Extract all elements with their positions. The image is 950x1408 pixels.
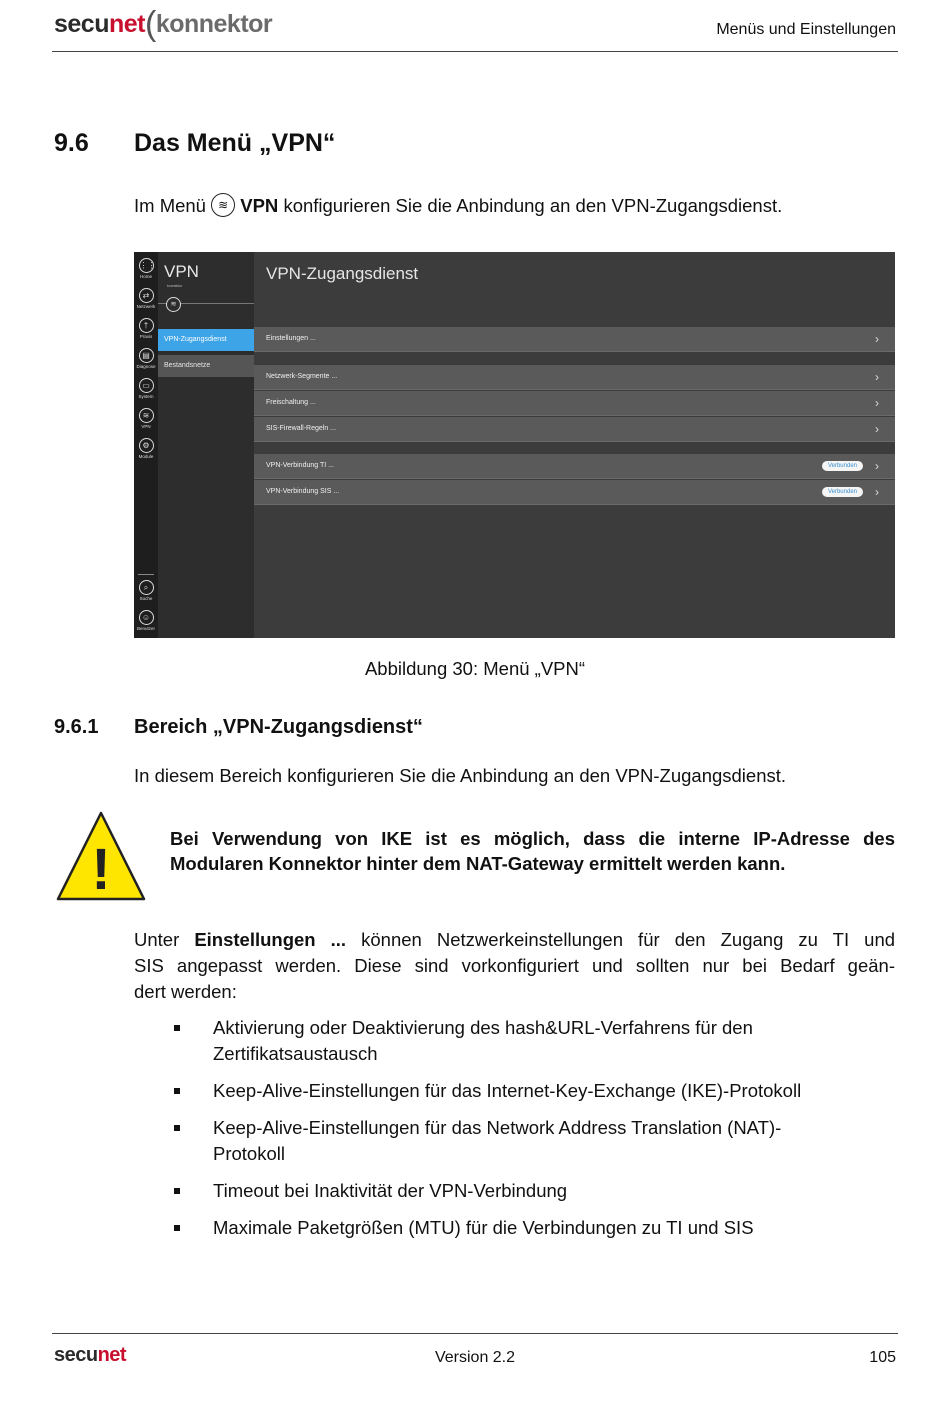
chevron-right-icon: › — [875, 332, 879, 346]
icon-rail — [134, 252, 158, 638]
rail-item-vpn[interactable] — [134, 408, 158, 429]
chevron-right-icon: › — [875, 459, 879, 473]
row-label: SIS-Firewall-Regeln ... — [266, 425, 337, 432]
row-label: VPN-Verbindung SIS ... — [266, 488, 340, 495]
rail-label: Home — [139, 274, 152, 279]
settings-row[interactable] — [254, 391, 895, 416]
rail-label: VPN — [141, 424, 151, 429]
footer-logo-net: net — [97, 1344, 127, 1366]
rail-label: Benutzer — [136, 626, 155, 631]
network-icon: ⇄ — [139, 288, 154, 303]
rail-item-home[interactable] — [134, 258, 158, 279]
bullet-line-1: Timeout bei Inaktivität der VPN-Verbindung — [213, 1180, 568, 1201]
intro-bold: VPN — [240, 195, 279, 216]
praxis-icon: † — [139, 318, 154, 333]
figure-caption: Abbildung 30: Menü „VPN“ — [364, 658, 586, 679]
rail-item-suche[interactable] — [134, 580, 158, 601]
system-icon: ▭ — [139, 378, 154, 393]
settings-line-1 — [134, 927, 895, 953]
bullet-item — [213, 1078, 883, 1104]
bullet-item — [213, 1215, 883, 1241]
settings-line1-rest: können Netzwerkeinstellungen für den Zugang zu TI und — [361, 929, 896, 950]
main-pane-title: VPN-Zugangsdienst — [266, 264, 419, 283]
chevron-right-icon: › — [875, 396, 879, 410]
bullet-line-1: Keep-Alive-Einstellungen für das Network Address Translation (NAT)- — [213, 1117, 782, 1138]
subsection-number: 9.6.1 — [54, 716, 99, 738]
settings-line-3: dert werden: — [134, 981, 237, 1002]
logo-paren: ( — [144, 5, 156, 43]
rail-item-netzwerk[interactable] — [134, 288, 158, 309]
warning-icon — [54, 809, 148, 905]
bullet-item — [213, 1015, 883, 1067]
module-icon: ⚙ — [139, 438, 154, 453]
bullet-item — [213, 1178, 883, 1204]
warning-line-1: Bei Verwendung von IKE ist es möglich, dass die interne IP-Adresse des — [170, 828, 895, 849]
settings-paragraph — [134, 927, 895, 1005]
rail-label: Netzwerk — [136, 304, 156, 309]
section-title: Das Menü „VPN“ — [134, 129, 336, 157]
rail-divider — [138, 574, 154, 575]
chevron-right-icon: › — [875, 485, 879, 499]
bullet-marker — [174, 1188, 180, 1194]
vpn-submenu — [158, 252, 254, 638]
settings-row[interactable] — [254, 480, 895, 505]
rail-item-system[interactable] — [134, 378, 158, 399]
bullet-marker — [174, 1025, 180, 1031]
logo-konnektor: konnektor — [155, 10, 273, 38]
row-label: Einstellungen ... — [266, 335, 316, 342]
row-label: VPN-Verbindung TI ... — [266, 462, 334, 469]
rail-label: Diagnose — [136, 364, 156, 369]
bullet-marker — [174, 1225, 180, 1231]
bullet-line-2: Zertifikatsaustausch — [213, 1043, 378, 1064]
rail-label: Praxis — [139, 334, 153, 339]
vpn-menu-screenshot — [134, 252, 895, 638]
settings-row[interactable] — [254, 417, 895, 442]
bullet-item — [213, 1115, 883, 1167]
settings-row[interactable] — [254, 327, 895, 352]
intro-suffix: konfigurieren Sie die Anbindung an den VPN-Zugangsdienst. — [283, 195, 783, 216]
subsection-title: Bereich „VPN-Zugangsdienst“ — [134, 716, 423, 738]
submenu-item-bestandsnetze[interactable]: Bestandsnetze — [158, 355, 254, 377]
rail-label: Suche — [139, 596, 153, 601]
settings-line-2: SIS angepasst werden. Diese sind vorkonfiguriert und sollten nur bei Bedarf geän- — [134, 955, 895, 976]
bullet-marker — [174, 1125, 180, 1131]
rail-item-praxis[interactable] — [134, 318, 158, 339]
vpn-icon: ≋ — [166, 297, 181, 312]
row-label: Freischaltung ... — [266, 399, 316, 406]
search-icon: ⌕ — [139, 580, 154, 595]
grid-icon: ⋮⋮ — [139, 258, 154, 273]
header-logo — [54, 2, 272, 41]
header-rule — [52, 51, 898, 52]
diagnose-icon: ▤ — [139, 348, 154, 363]
intro-prefix: Im Menü — [134, 195, 206, 216]
rail-label: System — [138, 394, 154, 399]
settings-bold: Einstellungen ... — [194, 929, 347, 950]
row-label: Netzwerk-Segmente ... — [266, 373, 338, 380]
bullet-line-1: Aktivierung oder Deaktivierung des hash&URL-Verfahrens für den — [213, 1017, 753, 1038]
logo-net: net — [108, 10, 145, 38]
footer-logo-secu: secu — [54, 1344, 98, 1366]
vpn-icon: ≋ — [139, 408, 154, 423]
submenu-item-vpn-zugangsdienst[interactable]: VPN-Zugangsdienst — [158, 329, 254, 351]
chevron-right-icon: › — [875, 370, 879, 384]
bullet-marker — [174, 1088, 180, 1094]
header-section-title: Menüs und Einstellungen — [716, 21, 896, 38]
warning-text — [170, 826, 895, 876]
vpn-inline-icon: ≋ — [211, 193, 235, 217]
logo-secu: secu — [54, 10, 109, 38]
rail-item-benutzer[interactable] — [134, 610, 158, 631]
bullet-line-1: Maximale Paketgrößen (MTU) für die Verbindungen zu TI und SIS — [213, 1217, 754, 1238]
main-pane — [254, 252, 895, 638]
section-number: 9.6 — [54, 129, 89, 157]
rail-item-diagnose[interactable] — [134, 348, 158, 369]
footer-rule — [52, 1333, 898, 1334]
svg-text:!: ! — [91, 837, 111, 902]
chevron-right-icon: › — [875, 422, 879, 436]
rail-label: Module — [138, 454, 154, 459]
rail-item-module[interactable] — [134, 438, 158, 459]
status-badge: Verbunden — [822, 461, 863, 471]
footer-page-number: 105 — [869, 1349, 896, 1366]
warning-line-2: Modularen Konnektor hinter dem NAT-Gateway ermittelt werden kann. — [170, 853, 786, 874]
settings-row[interactable] — [254, 454, 895, 479]
user-icon: ☺ — [139, 610, 154, 625]
footer-version: Version 2.2 — [434, 1349, 516, 1366]
bullet-line-2: Protokoll — [213, 1143, 285, 1164]
submenu-subtitle: konnektor — [167, 284, 183, 288]
section-intro — [134, 193, 782, 219]
subsection-intro: In diesem Bereich konfigurieren Sie die Anbindung an den VPN-Zugangsdienst. — [134, 765, 787, 786]
settings-prefix: Unter — [134, 929, 180, 950]
submenu-title: VPN — [164, 262, 199, 281]
settings-row[interactable] — [254, 365, 895, 390]
bullet-line-1: Keep-Alive-Einstellungen für das Internet-Key-Exchange (IKE)-Protokoll — [213, 1080, 802, 1101]
status-badge: Verbunden — [822, 487, 863, 497]
